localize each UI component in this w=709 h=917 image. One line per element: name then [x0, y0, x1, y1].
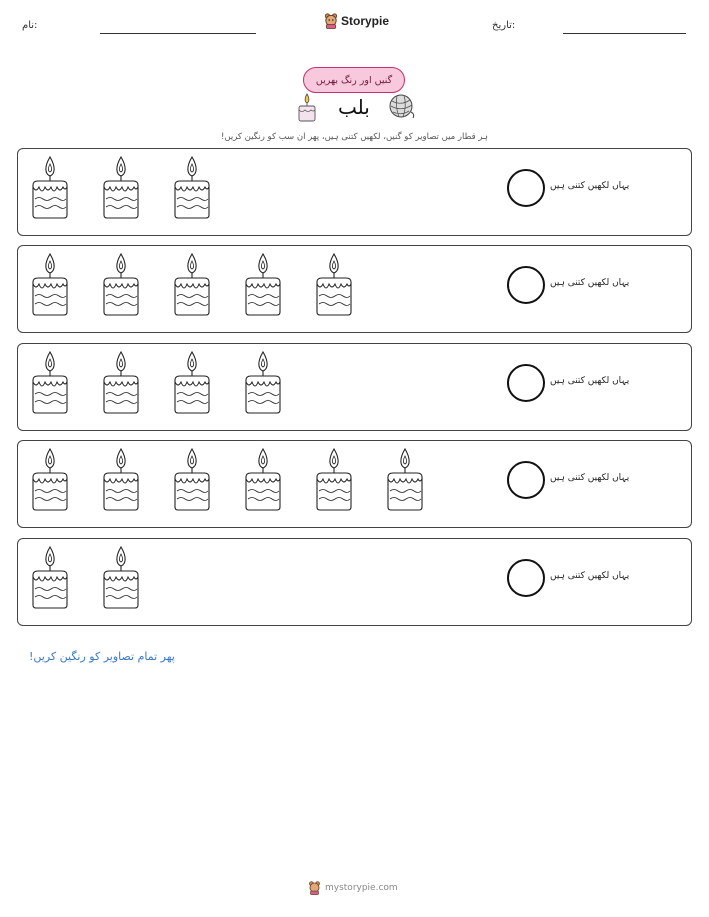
- answer-circle[interactable]: [507, 461, 545, 499]
- candle-icon: [172, 252, 212, 322]
- candle-icon: [30, 350, 70, 420]
- candle-icon: [172, 155, 212, 225]
- candle-icon: [385, 447, 425, 517]
- color-all-note: پھر تمام تصاویر کو رنگین کریں!: [29, 650, 175, 663]
- footer-url: mystorypie.com: [325, 883, 398, 893]
- write-count-label: یہاں لکھیں کتنی ہیں: [550, 278, 630, 288]
- name-label: نام:: [22, 20, 38, 31]
- candle-icon: [101, 252, 141, 322]
- answer-circle[interactable]: [507, 266, 545, 304]
- count-row-3: [17, 343, 692, 431]
- count-row-2: [17, 245, 692, 333]
- write-count-label: یہاں لکھیں کتنی ہیں: [550, 473, 630, 483]
- candle-icon: [30, 155, 70, 225]
- yarn-ball-icon: [387, 92, 417, 120]
- storypie-footer-logo-icon: [308, 881, 321, 895]
- title-candle-icon: [296, 93, 318, 123]
- write-count-label: یہاں لکھیں کتنی ہیں: [550, 376, 630, 386]
- answer-circle[interactable]: [507, 364, 545, 402]
- candle-icon: [314, 252, 354, 322]
- name-line[interactable]: [100, 33, 256, 34]
- candle-icon: [243, 350, 283, 420]
- count-row-1: [17, 148, 692, 236]
- candle-icon: [101, 350, 141, 420]
- candle-icon: [101, 447, 141, 517]
- write-count-label: یہاں لکھیں کتنی ہیں: [550, 181, 630, 191]
- date-line[interactable]: [563, 33, 686, 34]
- candle-icon: [30, 447, 70, 517]
- candle-icon: [101, 545, 141, 615]
- candle-icon: [314, 447, 354, 517]
- answer-circle[interactable]: [507, 169, 545, 207]
- storypie-bear-logo-icon: [324, 13, 338, 29]
- write-count-label: یہاں لکھیں کتنی ہیں: [550, 571, 630, 581]
- date-label: تاریخ:: [492, 20, 516, 31]
- count-row-5: [17, 538, 692, 626]
- candle-icon: [243, 447, 283, 517]
- candle-icon: [243, 252, 283, 322]
- candle-icon: [101, 155, 141, 225]
- answer-circle[interactable]: [507, 559, 545, 597]
- brand-name: Storypie: [341, 14, 390, 28]
- footer: [308, 881, 398, 895]
- candle-icon: [30, 252, 70, 322]
- title-pill: گنیں اور رنگ بھریں: [303, 67, 405, 93]
- candle-icon: [172, 447, 212, 517]
- brand-logo: [324, 13, 389, 29]
- instruction-text: ہر قطار میں تصاویر کو گنیں، لکھیں کتنی ہیں، پھر ان سب کو رنگین کریں!: [220, 132, 489, 142]
- candle-icon: [172, 350, 212, 420]
- candle-icon: [30, 545, 70, 615]
- count-row-4: [17, 440, 692, 528]
- target-word: بلب: [338, 95, 370, 119]
